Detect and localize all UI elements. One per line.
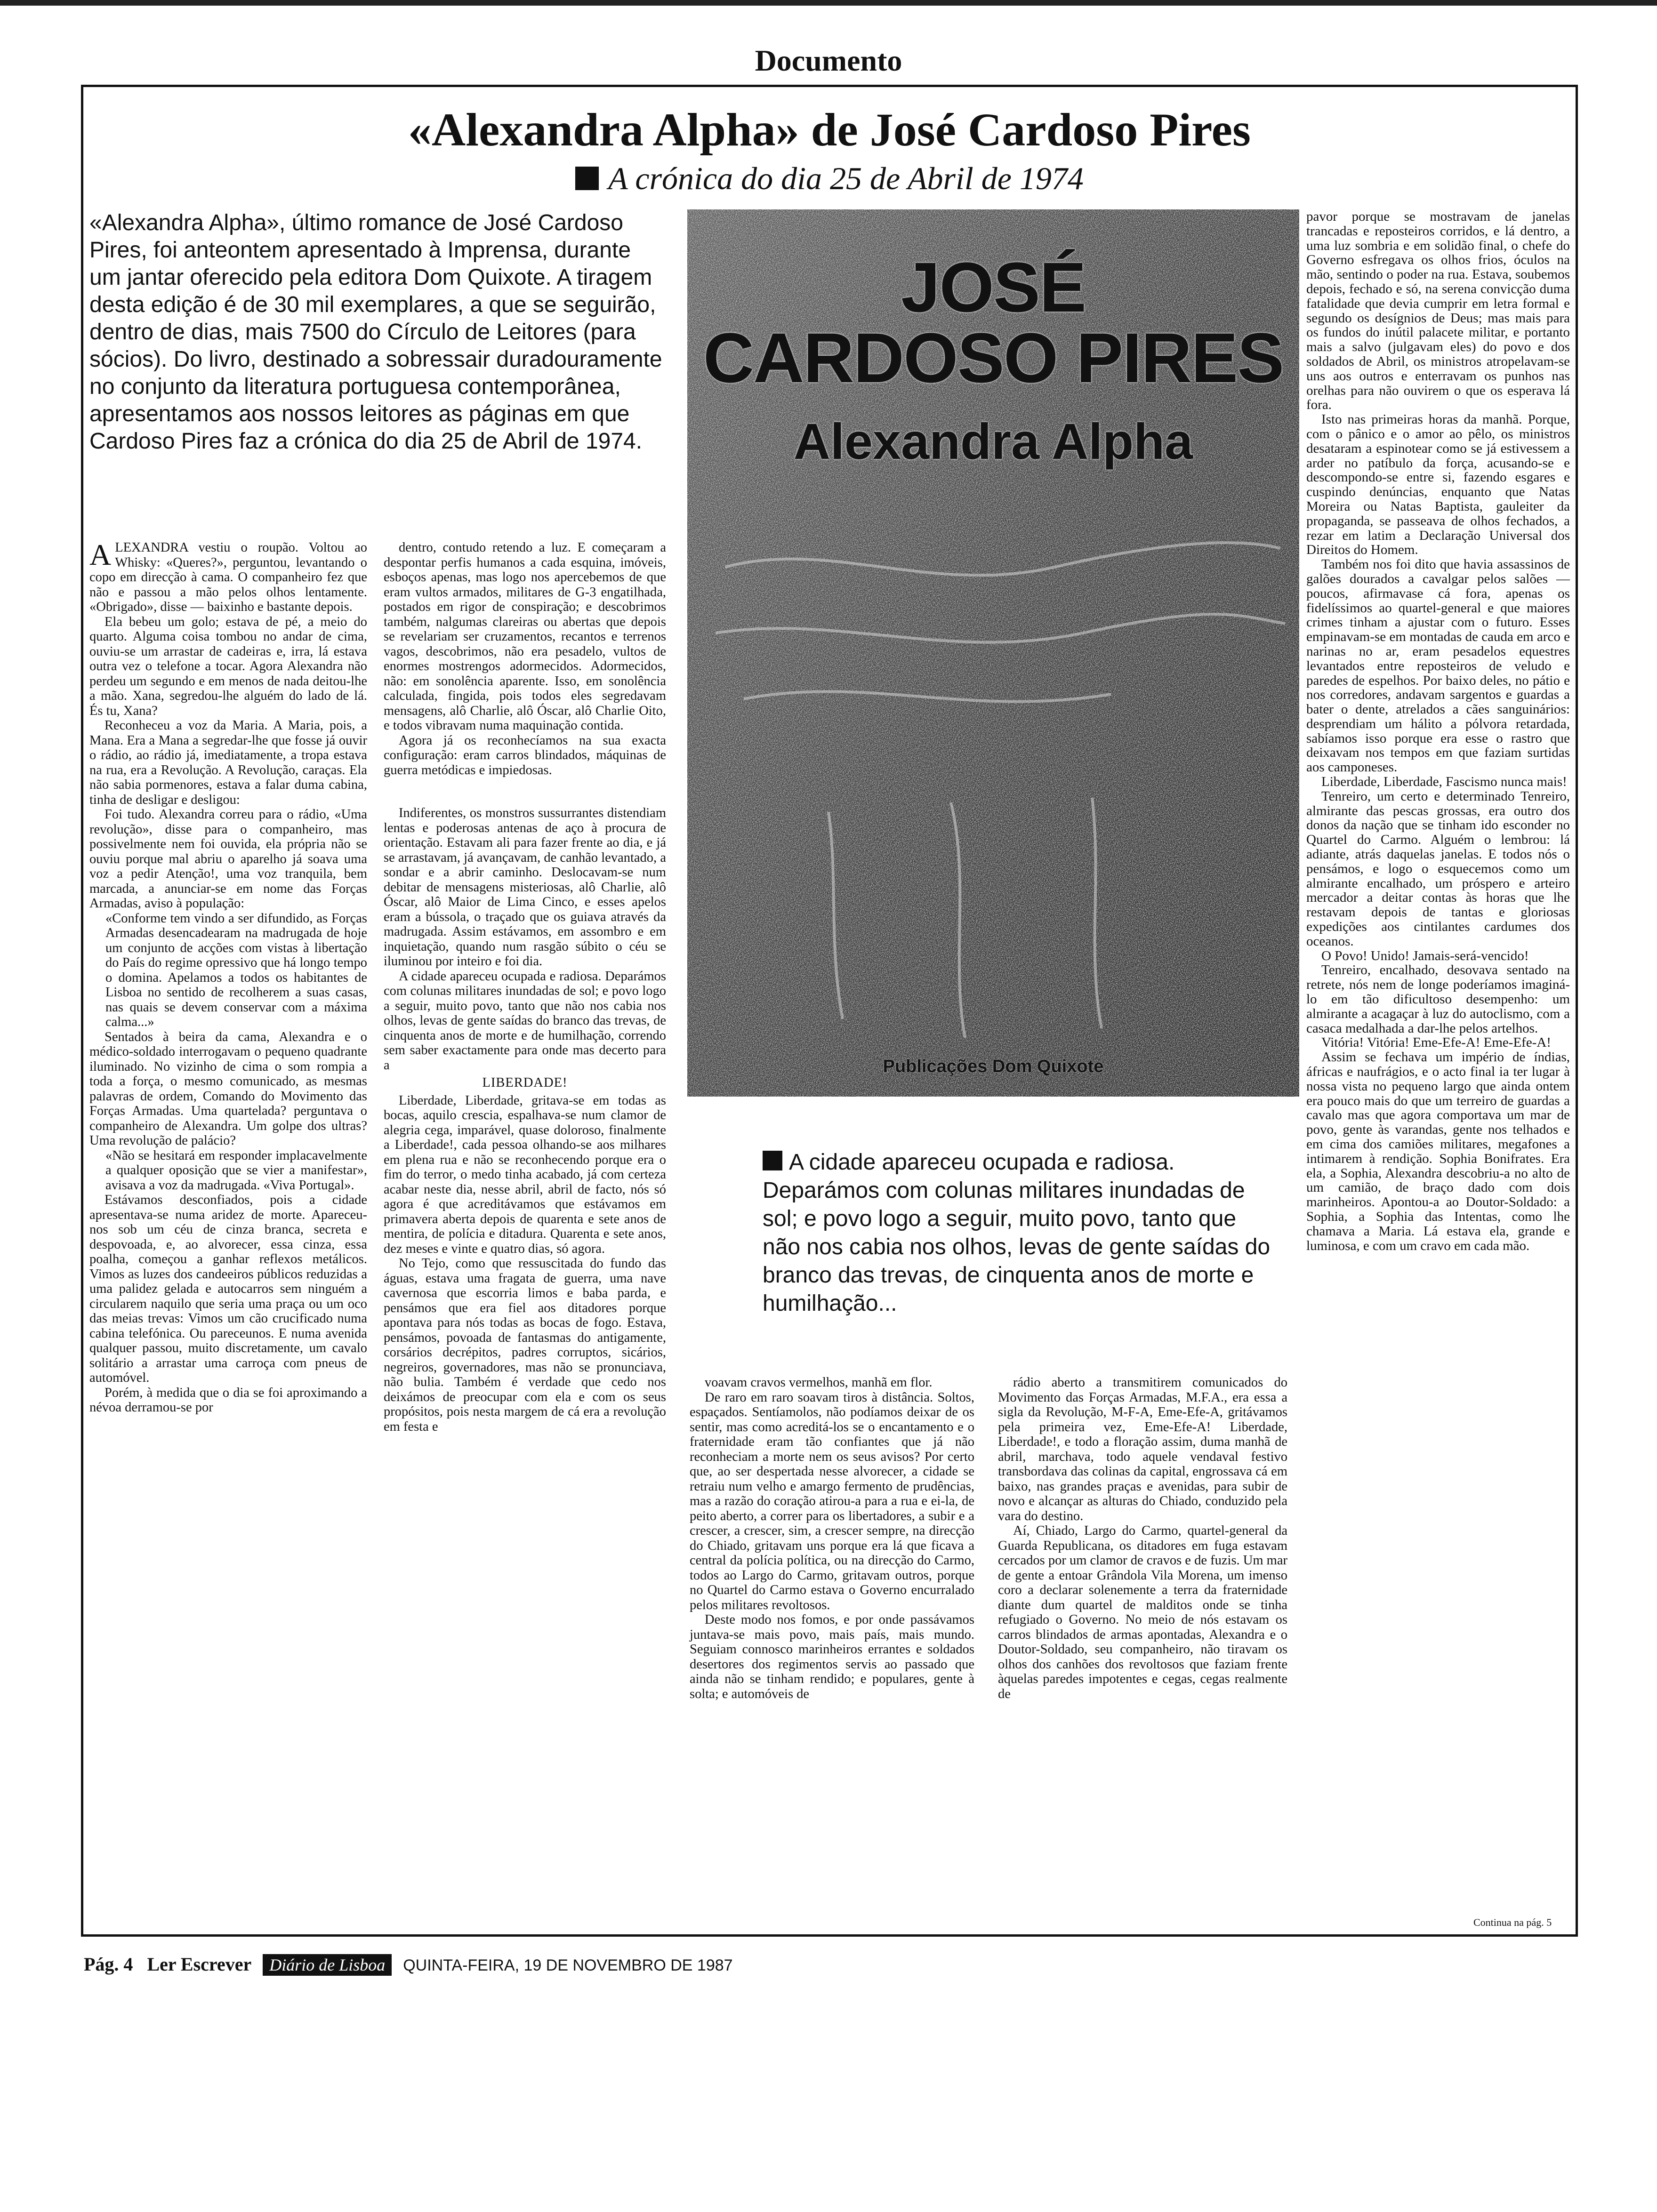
paragraph: Sentados à beira da cama, Alexandra e o médico-soldado interrogavam o pequeno quadrante iluminado. No vizinho de cima o som rompia a toda a força, o mesmo comunicado, as mesmas palavras de ordem, Comando do Movimento das Forças Armadas. Uma quartelada? perguntava o companheiro de Alexandra. Um golpe dos ultras? Uma revolução de palácio? bbox=[89, 1029, 367, 1148]
column-1 bbox=[89, 540, 367, 1415]
quoted-broadcast: «Não se hesitará em responder implacavelmente a qualquer oposição que se vier a manifestar», avisava a voz da madrugada. «Viva Portugal». bbox=[105, 1148, 367, 1193]
paragraph: A cidade apareceu ocupada e radiosa. Deparámos com colunas militares inundadas de sol; e povo logo a seguir, muito povo, tanto que não nos cabia nos olhos, levas de gente saídas do branco das trevas, de cinquenta anos de morte e de humilhação, correndo sem saber exactamente para onde mas decerto para a bbox=[384, 969, 666, 1073]
paragraph: Também nos foi dito que havia assassinos de galões dourados a cavalgar pelos salões — poucos, afirmavase cá fora, apenas os fidelíssimos ao quartel-general e que maiores crimes tinham a ajustar com o futuro. Esses empinavam-se em montadas de cauda em arco e narinas no ar, eram pesadelos equestres levantados entre reposteiros de veludo e paredes de espelhos. Por baixo deles, no pátio e nos corredores, andavam sargentos e guardas a bater o dente, atrelados a cães sanguinários: desprendiam um hálito a pólvora retardada, sabíamos isso porque era esse o rastro que deixavam nos tempos em que faziam surtidas aos camponeses. bbox=[1306, 557, 1570, 775]
square-bullet-icon bbox=[763, 1151, 782, 1170]
quoted-broadcast: «Conforme tem vindo a ser difundido, as Forças Armadas desencadearam na madrugada de hoje um conjunto de acções com vistas à libertação do País do regime opressivo que há longo tempo o domina. Apelamos a todos os habitantes de Lisboa no sentido de recolherem a suas casas, nas quais se devem conservar com a máxima calma...» bbox=[105, 911, 367, 1029]
subhead bbox=[81, 160, 1578, 197]
cover-author bbox=[687, 248, 1299, 397]
paragraph: Agora já os reconhecíamos na sua exacta configuração: eram carros blindados, máquinas de guerra metódicas e impiedosas. bbox=[384, 733, 666, 777]
paragraph: pavor porque se mostravam de janelas trancadas e reposteiros corridos, e lá dentro, a uma luz sombria e em solidão final, o chefe do Governo esfregava os olhos frios, óculos na mão, sentindo o poder na rua. Estava, soubemos depois, fechado e só, na serena convicção duma fatalidade que devia cumprir em letra formal e segundo os desígnios de Deus; mas mais para os fundos do inútil palacete militar, e portanto mais a salvo (julgavam eles) do povo e dos soldados de Abril, os ministros atropelavam-se uns aos outros e enterravam os punhos nas orelhas para não ouvirem o que os esperava lá fora. bbox=[1306, 209, 1570, 413]
top-rule bbox=[0, 0, 1657, 6]
lead-paragraph: «Alexandra Alpha», último romance de José Cardoso Pires, foi anteontem apresentado à Imprensa, durante um jantar oferecido pela editora Dom Quixote. A tiragem desta edição é de 30 mil exemplares, a que se seguirão, dentro de dias, mais 7500 do Círculo de Leitores (para sócios). Do livro, destinado a sobressair duradouramente no conjunto da literatura portuguesa contemporânea, apresentamos aos nossos leitores as páginas em que Cardoso Pires faz a crónica do dia 25 de Abril de 1974. bbox=[89, 210, 662, 454]
continued-note: Continua na pág. 5 bbox=[1473, 1916, 1552, 1928]
column-5 bbox=[1306, 209, 1570, 1253]
cover-author-line2: CARDOSO PIRES bbox=[703, 318, 1284, 397]
paragraph: Aí, Chiado, Largo do Carmo, quartel-general da Guarda Republicana, os ditadores em fuga estavam cercados por um clamor de cravos e de fuzis. Um mar de gente a entoar Grândola Vila Morena, um imenso coro a declarar solenemente a terra da fraternidade diante dum quartel de malditos onde se tinha refugiado o Governo. No meio de nós estavam os carros blindados de armas apontadas, Alexandra e o Doutor-Soldado, seu companheiro, não tiravam os olhos dos canhões dos revoltosos que faziam frente àquelas paredes impotentes e cegas, cegas realmente de bbox=[998, 1523, 1287, 1701]
cover-publisher: Publicações Dom Quixote bbox=[883, 1057, 1104, 1076]
paragraph: O Povo! Unido! Jamais-será-vencido! bbox=[1321, 948, 1529, 963]
square-bullet-icon bbox=[575, 167, 599, 190]
paragraph: Vitória! Vitória! Eme-Efe-A! Eme-Efe-A! bbox=[1321, 1035, 1551, 1050]
paragraph: Indiferentes, os monstros sussurrantes distendiam lentas e poderosas antenas de aço à procura de orientação. Estavam ali para fazer frente ao dia, e já se arrastavam, já avançavam, de canhão levantado, a sondar e a abrir caminho. Deslocavam-se num debitar de mensagens misteriosas, alô Charlie, alô Óscar, alô Maior de Lima Cinco, e esses apelos eram a bússola, o traçado que os guiava através da madrugada. Assim estávamos, em assombro e em inquietação, quando num rasgão súbito o céu se iluminou por inteiro e foi dia. bbox=[384, 806, 666, 969]
paragraph: Reconheceu a voz da Maria. A Maria, pois, a Mana. Era a Mana a segredar-lhe que fosse já ouvir o rádio, ao rádio já, imediatamente, a tropa estava na rua, era a Revolução. A Revolução, caraças. Ela não sabia pormenores, estava a falar duma cabina, tinha de desligar e desligou: bbox=[89, 718, 367, 807]
book-cover-image bbox=[687, 209, 1299, 1097]
paragraph: Deste modo nos fomos, e por onde passávamos juntava-se mais povo, mais país, mais mundo. Seguiam connosco marinheiros errantes e soldados desertores dos regimentos servis ao passado que ainda não se tinham rendido; e populares, gente à solta; e automóveis de bbox=[690, 1612, 974, 1701]
headline: «Alexandra Alpha» de José Cardoso Pires bbox=[408, 104, 1251, 156]
paragraph: Ela bebeu um golo; estava de pé, a meio do quarto. Alguma coisa tombou no andar de cima, ouviu-se um arrastar de cadeiras e, irra, lá estava outra vez o telefone a tocar. Agora Alexandra não perdeu um segundo e em menos de nada deitou-lhe a mão. Xana, segredou-lhe alguém do lado de lá. És tu, Xana? bbox=[89, 614, 367, 718]
paragraph: Tenreiro, encalhado, desovava sentado na retrete, nós nem de longe poderíamos imaginá-lo em tão dificultoso desempenho: um almirante a acagaçar à luz do autoclismo, com a casaca medalhada a dar-lhe pelos artelhos. bbox=[1306, 962, 1570, 1036]
paragraph: Liberdade, Liberdade, Fascismo nunca mais! bbox=[1321, 774, 1567, 790]
page-footer bbox=[84, 1953, 733, 1976]
column-3 bbox=[690, 1375, 974, 1701]
column-2 bbox=[384, 540, 666, 1434]
paragraph bbox=[89, 540, 367, 615]
cover-author-line1: JOSÉ bbox=[901, 248, 1086, 327]
section-heading: LIBERDADE! bbox=[482, 1075, 568, 1090]
paragraph: Tenreiro, um certo e determinado Tenreiro, almirante das pescas grossas, era outro dos donos da nação que se tinham ido esconder no Quartel do Carmo. Alguém o lembrou: lá adiante, atrás daquelas janelas. E todos nós o pensámos, e logo o esquecemos como um almirante encalhado, um próspero e arteiro mercador a deitar contas às horas que lhe restavam depois de tantas e gloriosas expedições aos cintilantes cardumes dos oceanos. bbox=[1306, 788, 1570, 949]
paragraph: dentro, contudo retendo a luz. E começaram a despontar perfis humanos a cada esquina, imóveis, esboços apenas, mas logo nos apercebemos de que eram vultos armados, militares de G-3 engatilhada, postados em rigor de conspiração; e descobrimos também, nalgumas clareiras ou abertas que depois se revelariam ser cruzamentos, recantos e terrenos vagos, descobrimos, não era pesadelo, vultos de enormes mostrengos adormecidos. Adormecidos, não: em sonolência aparente. Isso, em sonolência calculada, fingida, pois todos eles segredavam mensagens, alô Charlie, alô Óscar, alô Charlie Oito, e todos vibravam numa maquinação contida. bbox=[384, 540, 666, 733]
paragraph: Isto nas primeiras horas da manhã. Porque, com o pânico e o amor ao pêlo, os ministros desataram a espinotear como se já estivessem a arder no patíbulo da força, acusando-se e descompondo-se entre si, fazendo esgares e cuspindo denúncias, enquanto que Natas Moreira ou Natas Baptista, gauleiter da propaganda, se passeava de olhos fechados, a rezar em latim a Declaração Universal dos Direitos do Homem. bbox=[1306, 412, 1570, 558]
subhead-text: A crónica do dia 25 de Abril de 1974 bbox=[608, 160, 1084, 196]
page-number: Pág. 4 bbox=[84, 1954, 133, 1975]
paragraph: Foi tudo. Alexandra correu para o rádio, «Uma revolução», disse para o companheiro, mas possivelmente nem foi ouvida, ela própria não se ouviu porque mal abriu o aparelho já soava uma voz a pedir Atenção!, uma voz tranquila, bem marcada, a anunciar-se em nome das Forças Armadas, aviso à população: bbox=[89, 807, 367, 911]
paragraph: Liberdade, Liberdade, gritava-se em todas as bocas, aquilo crescia, espalhava-se num clamor de alegria cega, imparável, quase doloroso, finalmente a Liberdade!, cada pessoa olhando-se aos milhares em plena rua e não se reconhecendo porque era o fim do terror, o medo tinha acabado, já com certeza acabar neste dia, nesse abril, abril de facto, nós só agora é que acreditávamos que estávamos em primavera aberta depois de quarenta e sete anos de mentira, de polícia e ditadura. Quarenta e sete anos, dez meses e vinte e quatro dias, só agora. bbox=[384, 1093, 666, 1256]
paragraph: No Tejo, como que ressuscitada do fundo das águas, estava uma fragata de guerra, uma nave cavernosa que escorria limos e baba parda, e pensámos que era fiel aos ditadores porque apontava para nós todas as bocas de fogo. Estava, pensámos, povoada de fantasmas do antigamente, corsários decrépitos, padres corruptos, sicários, negreiros, governadores, mas não se pronunciava, não bulia. Também é verdade que cedo nos deixámos de preocupar com ela e com os seus propósitos, pois nesta margem de cá era a revolução em festa e bbox=[384, 1256, 666, 1434]
pull-quote bbox=[763, 1148, 1271, 1318]
issue-date: QUINTA-FEIRA, 19 DE NOVEMBRO DE 1987 bbox=[403, 1956, 733, 1974]
cover-title: Alexandra Alpha bbox=[793, 413, 1193, 470]
supplement-name: Ler Escrever bbox=[147, 1954, 252, 1975]
paragraph: Porém, à medida que o dia se foi aproximando a névoa derramou-se por bbox=[89, 1385, 367, 1415]
paragraph: voavam cravos vermelhos, manhã em flor. bbox=[705, 1375, 933, 1390]
paragraph: rádio aberto a transmitirem comunicados do Movimento das Forças Armadas, M.F.A., era essa a sigla da Revolução, M-F-A, Eme-Efe-A, gritávamos pela primeira vez, Eme-Efe-A! Liberdade, Liberdade!, e todo a floração assim, duma manhã de abril, marchava, todo aquele vendaval festivo transbordava das colinas da capital, engrossava cá em baixo, nas grandes praças e avenidas, para subir de novo e alcançar as alturas do Chiado, conduzido pela vara do destino. bbox=[998, 1375, 1287, 1523]
section-title: Documento bbox=[755, 44, 902, 77]
paragraph: Estávamos desconfiados, pois a cidade apresentava-se numa aridez de morte. Apareceu-nos sob um céu de cinza branca, secreta e despovoada, e, ao alvorecer, essa cinza, essa poalha, começou a ganhar reflexos metálicos. Vimos as luzes dos candeeiros públicos reduzidas a uma palidez gelada e autocarros sem ninguém a circularem naquilo que seria uma praça ou um oco das meias trevas: Vimos um cão crucificado numa cabina telefónica. Ou pareceunos. E numa avenida qualquer passou, muito discretamente, um cavalo solitário a arrastar uma carroça com pneus de automóvel. bbox=[89, 1193, 367, 1385]
paragraph-text: LEXANDRA vestiu o roupão. Voltou ao Whisky: «Queres?», perguntou, levantando o copo em direcção à cama. O companheiro fez que não e passou a mão pelos olhos lentamente. «Obrigado», disse — baixinho e bastante depois. bbox=[89, 540, 367, 614]
newspaper-masthead: Diário de Lisboa bbox=[263, 1954, 392, 1976]
paragraph: Assim se fechava um império de índias, áfricas e naufrágios, e o acto final ia ter lugar à nossa vista no pequeno largo que ainda ontem era pouco mais do que um terreiro de guardas a cavalo mas que agora comportava um mar de povo, gente às varandas, gente nos telhados e em cima dos camiões militares, megafones a intimarem à rendição. Sophia Bonifrates. Era ela, a Sophia, Alexandra descobriu-a no alto de um camião, de braço dado com dois marinheiros. Apontou-a ao Doutor-Soldado: a Sophia, a Sophia das Intentas, como lhe chamava a Maria. Lá estava ela, grande e luminosa, e com um cravo em cada mão. bbox=[1306, 1050, 1570, 1253]
paragraph: De raro em raro soavam tiros à distância. Soltos, espaçados. Sentíamolos, não podíamos deixar de os sentir, mas como acreditá-los se o encantamento e o fraternidade eram tão confiantes que já não reconheciam a morte nem os seus avisos? Por certo que, ao ser despertada nesse alvorecer, a cidade se retraiu num velho e amargo fermento de prudências, mas a razão do coração atirou-a para a rua e ei-la, de peito aberto, a correr para os libertadores, a subir e a crescer, a crescer, sim, a crescer sempre, na direcção do Chiado, gritavam uns porque era lá que ficava a central da polícia política, ou na direcção do Carmo, todos ao Largo do Carmo, gritavam outros, porque no Quartel do Carmo estava o Governo encurralado pelos militares revoltosos. bbox=[690, 1390, 974, 1612]
column-4 bbox=[998, 1375, 1287, 1701]
drop-cap: A bbox=[89, 538, 112, 571]
pull-quote-text: A cidade apareceu ocupada e radiosa. Deparámos com colunas militares inundadas de sol; e povo logo a seguir, muito povo, tanto que não nos cabia nos olhos, levas de gente saídas do branco das trevas, de cinquenta anos de morte e humilhação... bbox=[763, 1150, 1271, 1316]
